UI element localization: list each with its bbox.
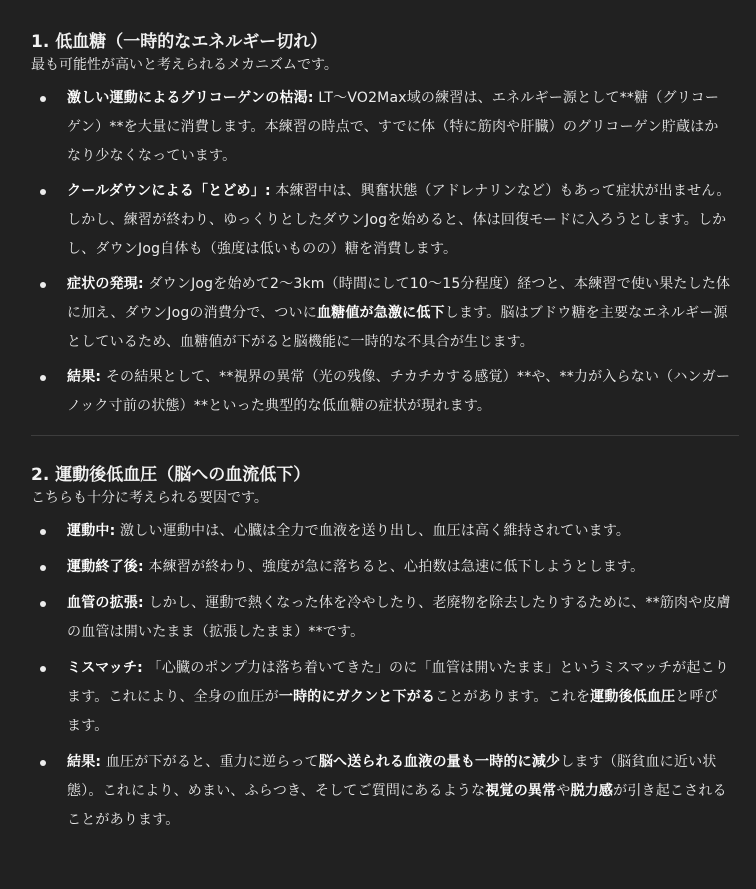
bullet-dot [40,282,46,288]
list-item: 結果: 血圧が下がると、重力に逆らって脳へ送られる血液の量も一時的に減少します（脳貧血に近い状態）。これにより、めまい、ふらつき、そしてご質問にあるような視覚の異常や脱力感が引き起こされることがあります。 [31,748,732,835]
bullet-dot [40,601,46,607]
bullet-dot [40,565,46,571]
bullet-dot [40,529,46,535]
list-item: ミスマッチ: 「心臓のポンプ力は落ち着いてきた」のに「血管は開いたまま」というミスマッチが起こります。これにより、全身の血圧が一時的にガクンと下がることがあります。これを運動後低血圧と呼びます。 [31,654,732,741]
bullet-list [31,84,732,421]
list-item: 運動中: 激しい運動中は、心臓は全力で血液を送り出し、血圧は高く維持されています。 [31,517,732,546]
list-item: クールダウンによる「とどめ」: 本練習中は、興奮状態（アドレナリンなど）もあって症状が出ません。しかし、練習が終わり、ゆっくりとしたダウンJogを始めると、体は回復モードに入ろうとします。しかし、ダウンJog自体も（強度は低いものの）糖を消費します。 [31,177,732,264]
bullet-dot [40,96,46,102]
bullet-dot [40,375,46,381]
bullet-dot [40,189,46,195]
list-item: 症状の発現: ダウンJogを始めて2〜3km（時間にして10〜15分程度）経つと、本練習で使い果たした体に加え、ダウンJogの消費分で、ついに血糖値が急激に低下します。脳はブドウ糖を主要なエネルギー源としているため、血糖値が下がると脳機能に一時的な不具合が生じます。 [31,270,732,357]
list-item: 運動終了後: 本練習が終わり、強度が急に落ちると、心拍数は急速に低下しようとします。 [31,553,732,582]
bullet-dot [40,760,46,766]
list-item: 結果: その結果として、**視界の異常（光の残像、チカチカする感覚）**や、**力が入らない（ハンガーノック寸前の状態）**といった典型的な低血糖の症状が現れます。 [31,363,732,421]
section-divider [31,435,739,436]
list-item: 血管の拡張: しかし、運動で熱くなった体を冷やしたり、老廃物を除去したりするために、**筋肉や皮膚の血管は開いたまま（拡張したまま）**です。 [31,589,732,647]
bullet-list [31,517,732,835]
section-title-hypoglycemia: 1. 低血糖（一時的なエネルギー切れ） [31,32,328,52]
section-intro: 最も可能性が高いと考えられるメカニズムです。 [31,57,338,73]
bullet-dot [40,666,46,672]
section-intro: こちらも十分に考えられる要因です。 [31,490,268,506]
list-item: 激しい運動によるグリコーゲンの枯渇: LT〜VO2Max域の練習は、エネルギー源として**糖（グリコーゲン）**を大量に消費します。本練習の時点で、すでに体（特に筋肉や肝臓）のグリコーゲン貯蔵はかなり少なくなっています。 [31,84,732,171]
section-title-hypotension: 2. 運動後低血圧（脳への血流低下） [31,465,311,485]
